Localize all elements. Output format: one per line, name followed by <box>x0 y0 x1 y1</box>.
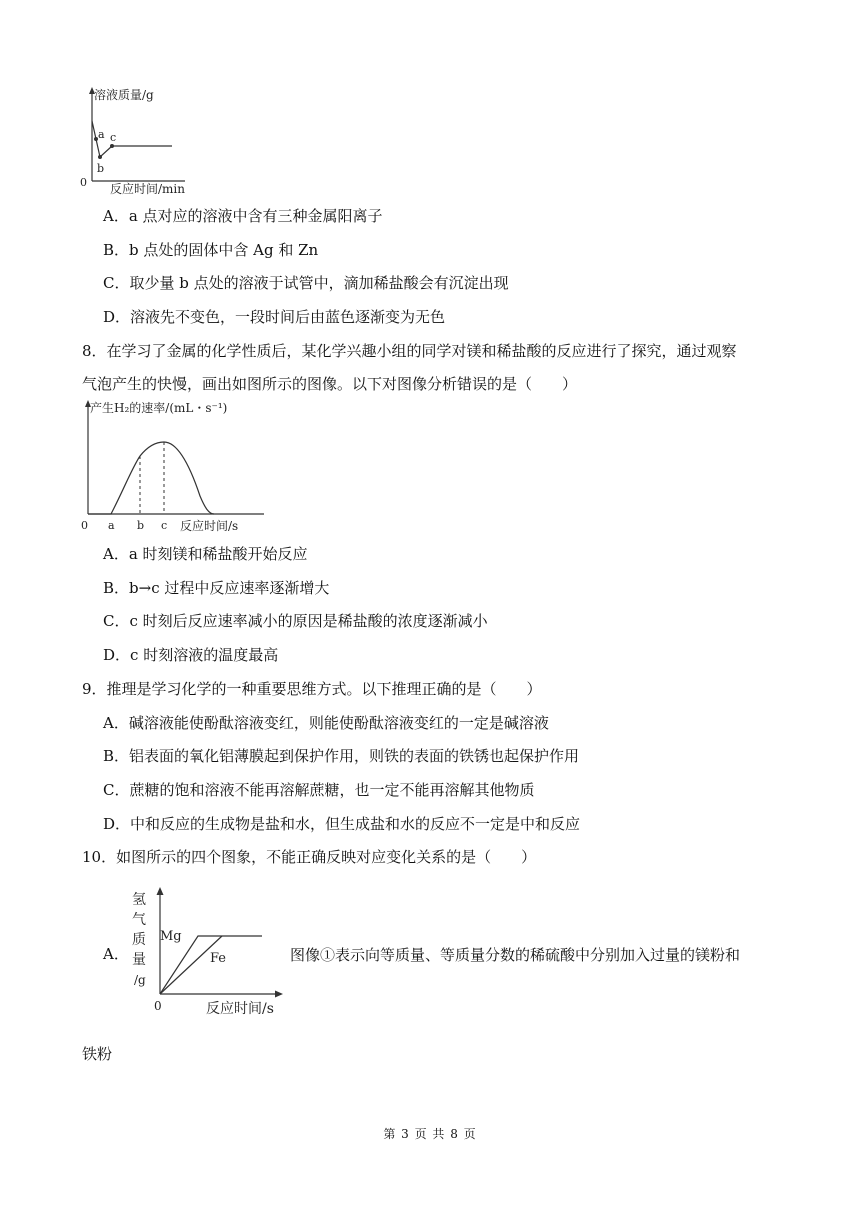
q7-option-c: C．取少量 b 点处的溶液于试管中，滴加稀盐酸会有沉淀出现 <box>103 274 509 292</box>
y-axis-label: 溶液质量/g <box>94 88 154 102</box>
tick-label-c: c <box>161 519 168 532</box>
x-axis-label: 反应时间/s <box>180 519 239 533</box>
solution-mass-chart <box>80 85 220 197</box>
y-label-char-3: 质 <box>132 932 146 948</box>
page-footer: 第 3 页 共 8 页 <box>383 1127 477 1141</box>
q10-option-a-text: 图像①表示向等质量、等质量分数的稀硫酸中分别加入过量的镁粉和 <box>290 946 741 964</box>
q9-option-d: D．中和反应的生成物是盐和水，但生成盐和水的反应不一定是中和反应 <box>103 815 581 833</box>
point-label-a: a <box>98 128 105 141</box>
q8-option-a: A．a 时刻镁和稀盐酸开始反应 <box>103 545 308 563</box>
q9-stem: 9．推理是学习化学的一种重要思维方式。以下推理正确的是（ ） <box>82 680 542 698</box>
tick-label-a: a <box>108 519 115 532</box>
hydrogen-mass-chart <box>130 884 285 1022</box>
tick-label-b: b <box>137 519 145 532</box>
q10-stem: 10．如图所示的四个图象，不能正确反映对应变化关系的是（ ） <box>82 848 537 866</box>
tick-label-0: 0 <box>81 519 88 532</box>
q8-stem-line2: 气泡产生的快慢，画出如图所示的图像。以下对图像分析错误的是（ ） <box>82 375 578 393</box>
q9-option-b: B．铝表面的氧化铝薄膜起到保护作用，则铁的表面的铁锈也起保护作用 <box>103 747 580 765</box>
q8-option-b: B．b→c 过程中反应速率逐渐增大 <box>103 579 330 597</box>
q7-option-d: D．溶液先不变色，一段时间后由蓝色逐渐变为无色 <box>103 308 446 326</box>
series-mg-label: Mg <box>160 929 182 944</box>
q10-option-a-tail: 铁粉 <box>82 1045 113 1063</box>
origin-label: 0 <box>80 176 87 189</box>
q8-option-d: D．c 时刻溶液的温度最高 <box>103 646 279 664</box>
point-label-b: b <box>97 162 105 175</box>
series-fe-label: Fe <box>210 951 227 966</box>
h2-rate-curve <box>88 442 214 514</box>
q9-option-c: C．蔗糖的饱和溶液不能再溶解蔗糖，也一定不能再溶解其他物质 <box>103 781 535 799</box>
origin-label: 0 <box>154 999 162 1013</box>
y-label-char-1: 氢 <box>132 892 146 908</box>
y-label-char-2: 气 <box>132 912 146 928</box>
point-c <box>110 144 114 148</box>
x-axis-label: 反应时间/min <box>110 182 185 196</box>
y-label-char-4: 量 <box>132 952 146 968</box>
q9-option-a: A．碱溶液能使酚酞溶液变红，则能使酚酞溶液变红的一定是碱溶液 <box>103 714 549 732</box>
y-label-char-5: /g <box>134 973 146 987</box>
x-axis-label: 反应时间/s <box>206 1001 274 1017</box>
point-b <box>98 155 102 159</box>
y-axis-arrow <box>157 887 164 895</box>
h2-rate-chart <box>78 396 268 536</box>
y-axis-label: 产生H₂的速率/(mL・s⁻¹) <box>90 401 228 415</box>
q7-option-a: A．a 点对应的溶液中含有三种金属阳离子 <box>103 207 383 225</box>
q7-option-b: B．b 点处的固体中含 Ag 和 Zn <box>103 241 319 259</box>
q10-option-a-label: A． <box>103 945 129 963</box>
q8-option-c: C．c 时刻后反应速率减小的原因是稀盐酸的浓度逐渐减小 <box>103 612 488 630</box>
x-axis-arrow <box>275 991 283 998</box>
point-label-c: c <box>110 131 117 144</box>
q8-stem-line1: 8．在学习了金属的化学性质后，某化学兴趣小组的同学对镁和稀盐酸的反应进行了探究，通过观察 <box>82 342 737 360</box>
